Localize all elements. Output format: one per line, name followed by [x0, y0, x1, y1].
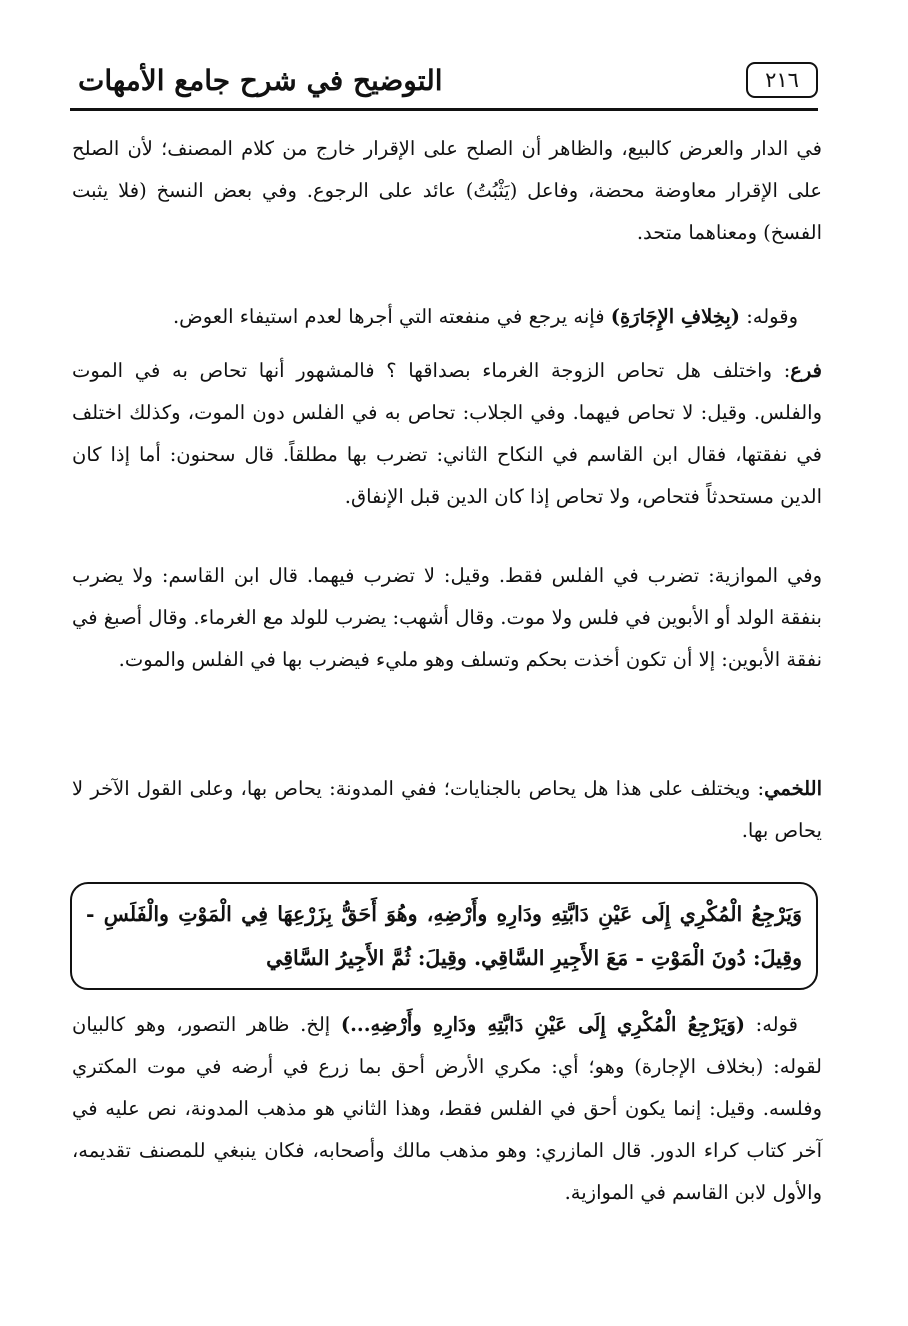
paragraph-3-text: : واختلف هل تحاص الزوجة الغرماء بصداقها ؟ فالمشهور أنها تحاص به في الموت والفلس. وقيل: لا تحاص فيهما. وفي الجلاب: تحاص به في الفلس دون الموت، وكذلك اختلف في نفقتها، فقال ابن القاسم في النكاح الثاني: تضرب بها مطلقاً. قال سحنون: أما إذا كان الدين مستحدثاً فتحاص، ولا تحاص إذا كان الدين قبل الإنفاق.: [72, 359, 822, 508]
paragraph-6-block: [72, 1004, 822, 1214]
paragraph-5-block: [72, 768, 822, 852]
paragraph-3: [72, 350, 822, 518]
lakhmi-label: اللخمي: [764, 777, 822, 800]
matn-text: وَيَرْجِعُ الْمُكْرِي إِلَى عَيْنِ دَابَّتِهِ ودَارِهِ وأَرْضِهِ، وهُوَ أَحَقُّ بِزَرْعِهَا فِي الْمَوْتِ والْفَلَسِ - وقِيلَ: دُونَ الْمَوْتِ - مَعَ الأَجِيرِ السَّاقِي. وقِيلَ: ثُمَّ الأَجِيرُ السَّاقِي: [86, 902, 802, 970]
book-title: التوضيح في شرح جامع الأمهات: [78, 64, 443, 97]
paragraph-6: [72, 1004, 822, 1214]
paragraph-3-block: [72, 350, 822, 518]
paragraph-1-block: [72, 128, 822, 254]
page-number: ٢١٦: [746, 62, 818, 98]
paragraph-6-post: إلخ. ظاهر التصور، وهو كالبيان لقوله: (بخلاف الإجارة) وهو؛ أي: مكري الأرض أحق بما زرع في أرضه في موت المكتري وفلسه. وقيل: إنما يكون أحق في الفلس فقط، وهذا الثاني هو مذهب المدونة، نص عليه في آخر كتاب كراء الدور. قال المازري: وهو مذهب مالك وأصحابه، فكان ينبغي للمصنف تقديمه، والأول لابن القاسم في الموازية.: [72, 1013, 822, 1204]
paragraph-5: [72, 768, 822, 852]
paragraph-4-block: [72, 555, 822, 681]
paragraph-4: وفي الموازية: تضرب في الفلس فقط. وقيل: لا تضرب فيهما. قال ابن القاسم: ولا يضرب بنفقة الولد أو الأبوين في فلس ولا موت. وقال أشهب: يضرب للولد مع الغرماء. وقال أصبغ في نفقة الأبوين: إلا أن تكون أخذت بحكم وتسلف وهو مليء فيضرب بها في الفلس والموت.: [72, 564, 822, 671]
paragraph-5-text: : ويختلف على هذا هل يحاص بالجنايات؛ ففي المدونة: يحاص بها، وعلى القول الآخر لا يحاص بها.: [72, 777, 822, 842]
page-header: [70, 62, 818, 122]
paragraph-2-pre: وقوله:: [740, 305, 798, 328]
paragraph-1: في الدار والعرض كالبيع، والظاهر أن الصلح على الإقرار خارج من كلام المصنف؛ لأن الصلح على الإقرار معاوضة محضة، وفاعل (يَثْبُتُ) عائد على الرجوع. وفي بعض النسخ (فلا يثبت الفسخ) ومعناهما متحد.: [72, 137, 822, 244]
quoted-matn: (وَيَرْجِعُ الْمُكْرِي إِلَى عَيْنِ دَابَّتِهِ ودَارِهِ وأَرْضِهِ...): [340, 1013, 745, 1036]
paragraph-2-block: [72, 296, 822, 338]
paragraph-6-pre: قوله:: [744, 1013, 798, 1036]
matn-box: [70, 882, 818, 990]
paragraph-2-post: فإنه يرجع في منفعته التي أجرها لعدم استيفاء العوض.: [172, 305, 611, 328]
header-divider: [70, 108, 818, 111]
paragraph-2: [72, 296, 822, 338]
quoted-phrase: (بِخِلافِ الإِجَارَةِ): [610, 305, 741, 328]
far-label: فرع: [790, 359, 822, 382]
